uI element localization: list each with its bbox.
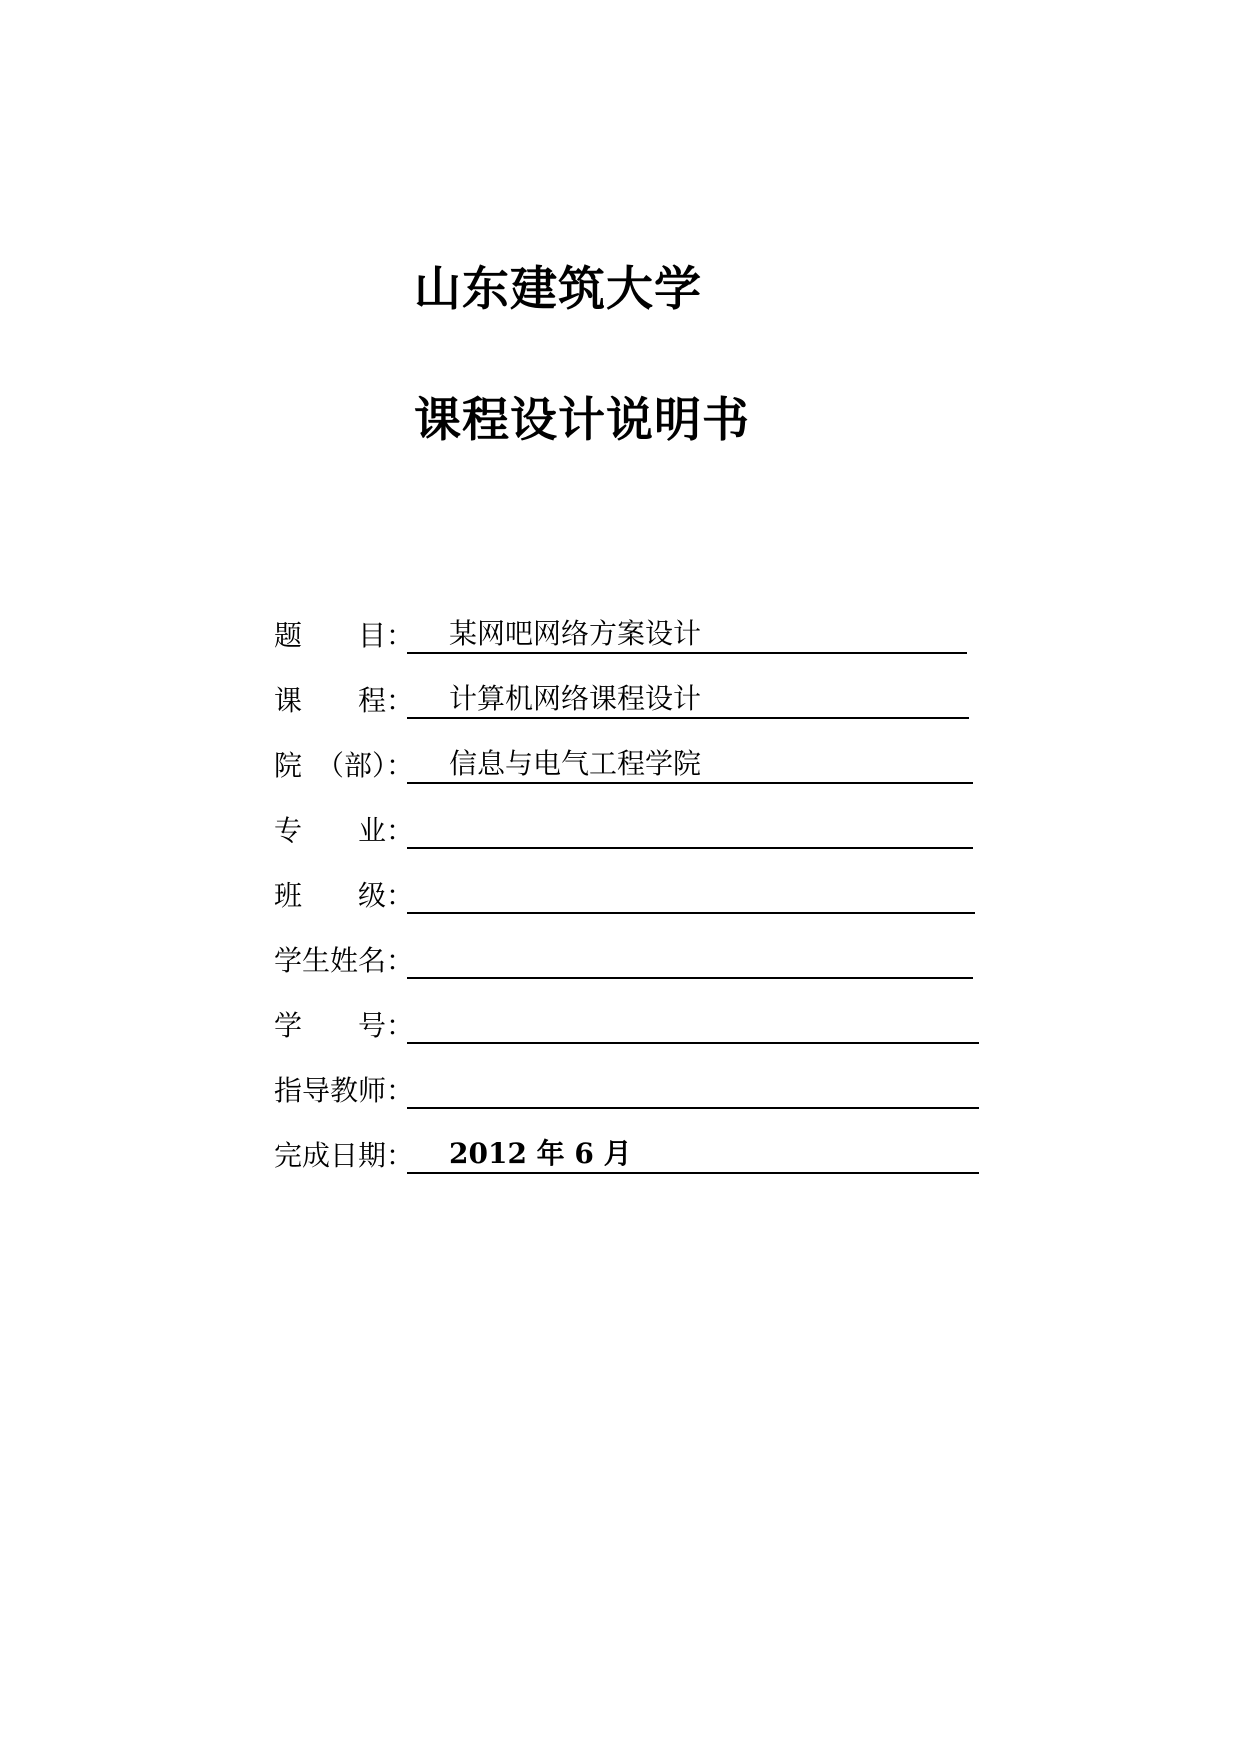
field-student-name [274, 937, 914, 981]
field-topic [274, 612, 914, 656]
completion-date-value: 2012 年 6 月 [449, 1137, 632, 1170]
field-major [274, 807, 914, 851]
major-label: 专 业： [274, 814, 415, 847]
college-value: 信息与电气工程学院 [449, 747, 702, 780]
completion-date-underline [407, 1172, 979, 1174]
document-title: 课程设计说明书 [414, 393, 750, 448]
field-class [274, 872, 914, 916]
student-name-label: 学生姓名： [274, 944, 415, 977]
topic-label: 题 目： [274, 619, 415, 652]
field-college [274, 742, 914, 786]
topic-underline [407, 652, 967, 654]
completion-date-label: 完成日期： [274, 1139, 415, 1172]
course-underline [407, 717, 969, 719]
course-value: 计算机网络课程设计 [449, 682, 702, 715]
student-id-underline [407, 1042, 979, 1044]
field-advisor [274, 1067, 914, 1111]
student-name-underline [407, 977, 973, 979]
advisor-underline [407, 1107, 979, 1109]
class-underline [407, 912, 975, 914]
field-course [274, 677, 914, 721]
college-underline [407, 782, 973, 784]
student-id-label: 学 号： [274, 1009, 415, 1042]
class-label: 班 级： [274, 879, 415, 912]
university-name: 山东建筑大学 [414, 262, 702, 317]
major-underline [407, 847, 973, 849]
college-label: 院 （部）： [274, 749, 415, 782]
field-completion-date [274, 1132, 914, 1176]
course-label: 课 程： [274, 684, 415, 717]
advisor-label: 指导教师： [274, 1074, 415, 1107]
topic-value: 某网吧网络方案设计 [449, 617, 702, 650]
field-student-id [274, 1002, 914, 1046]
